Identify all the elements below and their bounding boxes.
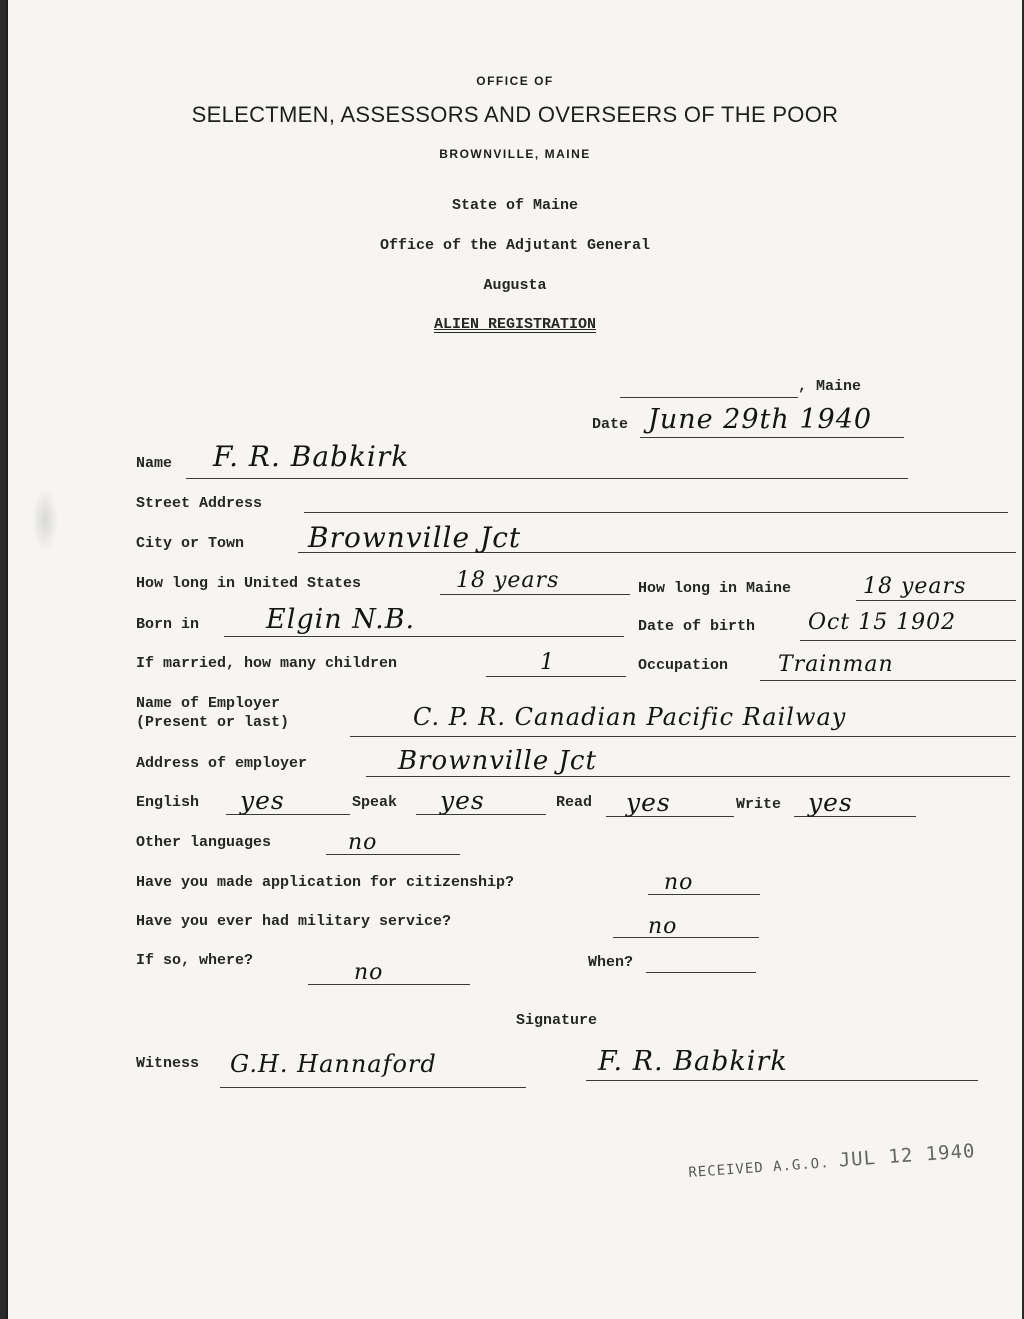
other-languages-line [326,854,460,855]
military-line [613,937,759,938]
document-page [6,0,1022,1319]
employer-line [350,736,1016,737]
value-signature: F. R. Babkirk [598,1046,788,1077]
heading-state: State of Maine [451,197,579,214]
label-born-in: Born in [136,616,200,633]
label-city-or-town: City or Town [136,535,245,552]
label-speak: Speak [352,794,398,811]
form-title: ALIEN REGISTRATION [433,316,597,333]
value-other-languages: no [348,830,378,855]
label-english: English [136,794,200,811]
value-citizenship: no [664,870,694,895]
how-long-us-line [440,594,630,595]
label-witness: Witness [136,1055,200,1072]
letterhead-title: SELECTMEN, ASSESSORS AND OVERSEERS OF THE POOR [191,102,839,127]
where-line [308,984,470,985]
born-in-line [224,636,624,637]
label-name: Name [136,455,173,472]
value-english: yes [240,786,285,815]
value-date-of-birth: Oct 15 1902 [808,610,957,635]
value-where: no [354,960,384,985]
label-how-long-us: How long in United States [136,575,362,592]
value-read: yes [626,788,671,817]
value-military: no [648,914,678,939]
letterhead-location: BROWNVILLE, MAINE [439,147,591,161]
value-address-of-employer: Brownville Jct [398,746,597,776]
label-other-languages: Other languages [136,834,272,851]
value-write: yes [808,788,853,817]
paper-smudge [32,488,58,552]
date-of-birth-line [800,640,1016,641]
occupation-line [760,680,1016,681]
label-employer-line1: Name of Employer [136,695,281,712]
label-if-so-where: If so, where? [136,952,254,969]
value-how-long-maine: 18 years [863,574,967,599]
children-line [486,676,626,677]
label-how-long-maine: How long in Maine [638,580,792,597]
value-children: 1 [540,650,555,675]
label-maine: , Maine [798,378,862,395]
label-read: Read [556,794,593,811]
value-occupation: Trainman [778,652,894,677]
value-witness: G.H. Hannaford [230,1050,437,1078]
name-line [186,478,908,479]
label-occupation: Occupation [638,657,729,674]
when-line [646,972,756,973]
value-date: June 29th 1940 [648,404,873,435]
town-line [620,397,798,398]
label-citizenship: Have you made application for citizenship? [136,874,515,891]
value-born-in: Elgin N.B. [266,604,416,635]
letterhead-office-of: OFFICE OF [476,74,554,88]
label-write: Write [736,796,782,813]
value-employer: C. P. R. Canadian Pacific Railway [413,703,847,731]
value-speak: yes [440,786,485,815]
label-signature: Signature [516,1012,598,1029]
label-date-of-birth: Date of birth [638,618,756,635]
address-of-employer-line [366,776,1010,777]
signature-line [586,1080,978,1081]
date-line [640,437,904,438]
stamp-prefix: RECEIVED A.G.O. [687,1155,831,1182]
witness-line [220,1087,526,1088]
value-name: F. R. Babkirk [213,440,410,473]
stamp-date: JUL 12 1940 [838,1139,977,1172]
label-street-address: Street Address [136,495,263,512]
value-city-or-town: Brownville Jct [308,521,522,554]
label-date: Date [592,416,629,433]
heading-office: Office of the Adjutant General [379,237,651,254]
street-address-line [304,512,1008,513]
received-stamp [688,1140,977,1182]
how-long-maine-line [856,600,1016,601]
label-if-married: If married, how many children [136,655,398,672]
label-military: Have you ever had military service? [136,913,452,930]
label-employer-line2: (Present or last) [136,714,290,731]
value-how-long-us: 18 years [456,568,560,593]
label-address-of-employer: Address of employer [136,755,308,772]
heading-city: Augusta [483,277,547,294]
label-when: When? [588,954,634,971]
